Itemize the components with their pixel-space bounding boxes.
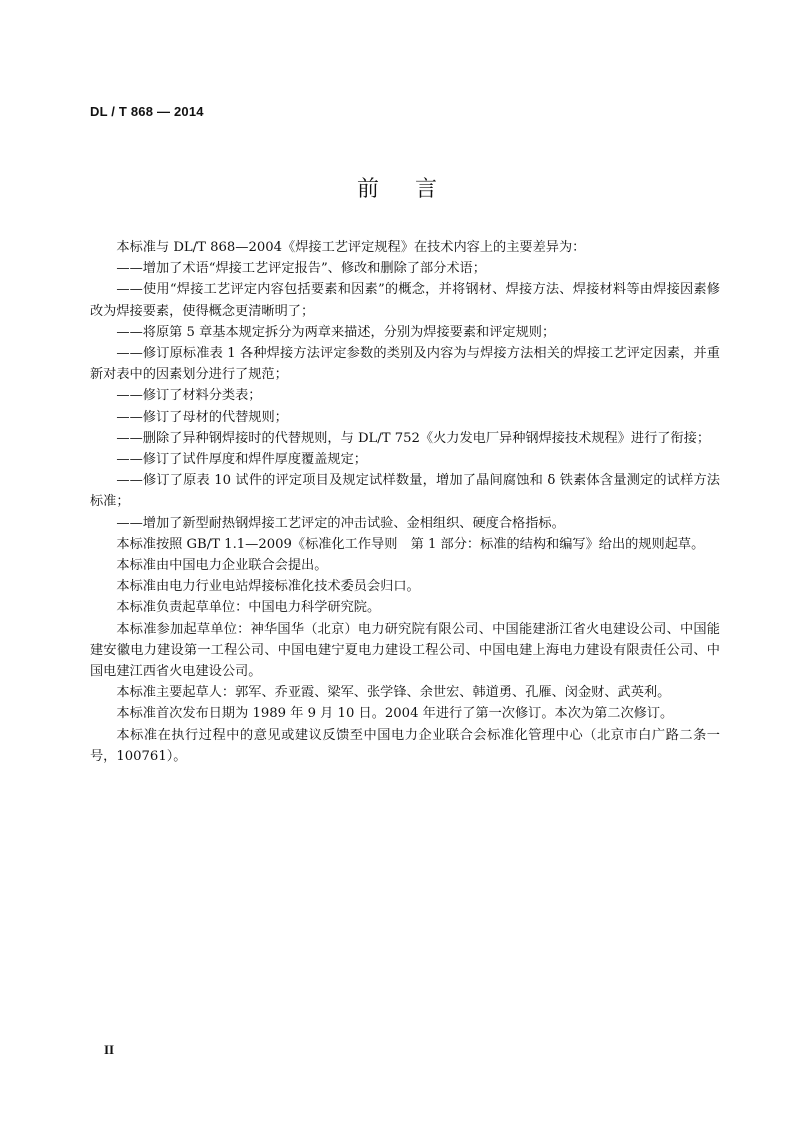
paragraph: 本标准主要起草人：郭军、乔亚霞、梁军、张学锋、余世宏、韩道勇、孔雁、闵金财、武英利。	[116, 685, 671, 701]
page-number: II	[104, 1042, 115, 1057]
title-char-1: 前	[356, 177, 379, 202]
title-char-2: 言	[415, 177, 438, 202]
paragraph: ——增加了新型耐热钢焊接工艺评定的冲击试验、金相组织、硬度合格指标。	[116, 515, 565, 531]
paragraph: ——修订了试件厚度和焊件厚度覆盖规定；	[116, 452, 367, 468]
paragraph: ——修订原标准表 1 各种焊接方法评定参数的类别及内容为与焊接方法相关的焊接工艺评定因素，并重新对表中的因素划分进行了规范；	[90, 346, 720, 383]
page-title	[0, 172, 794, 203]
foreword-body	[90, 237, 720, 767]
paragraph: ——修订了材料分类表；	[116, 388, 262, 404]
paragraph: 本标准按照 GB/T 1.1—2009《标准化工作导则 第 1 部分：标准的结构和编写》给出的规则起草。	[116, 536, 705, 552]
paragraph: ——将原第 5 章基本规定拆分为两章来描述，分别为焊接要素和评定规则；	[116, 324, 556, 340]
paragraph: 本标准由电力行业电站焊接标准化技术委员会归口。	[116, 579, 420, 595]
paragraph: ——删除了异种钢焊接时的代替规则，与 DL/T 752《火力发电厂异种钢焊接技术规程》进行了衔接；	[116, 430, 711, 446]
paragraph: 本标准在执行过程中的意见或建议反馈至中国电力企业联合会标准化管理中心（北京市白广路二条一号，100761）。	[90, 727, 720, 764]
paragraph: ——使用“焊接工艺评定内容包括要素和因素”的概念，并将钢材、焊接方法、焊接材料等由焊接因素修改为焊接要素，使得概念更清晰明了；	[90, 282, 720, 319]
paragraph: 本标准首次发布日期为 1989 年 9 月 10 日。2004 年进行了第一次修订。本次为第二次修订。	[116, 706, 674, 722]
paragraph: 本标准与 DL/T 868—2004《焊接工艺评定规程》在技术内容上的主要差异为：	[116, 240, 586, 255]
paragraph: 本标准参加起草单位：神华国华（北京）电力研究院有限公司、中国能建浙江省火电建设公司、中国能建安徽电力建设第一工程公司、中国电建宁夏电力建设工程公司、中国电建上海电力建设有限责任公司、中国电建江西省火电建设公司。	[90, 621, 720, 680]
paragraph: ——增加了术语“焊接工艺评定报告”、修改和删除了部分术语；	[116, 261, 486, 277]
paragraph: 本标准由中国电力企业联合会提出。	[116, 558, 328, 574]
paragraph: 本标准负责起草单位：中国电力科学研究院。	[116, 600, 381, 616]
standard-code: DL / T 868 — 2014	[90, 104, 204, 119]
paragraph: ——修订了母材的代替规则；	[116, 409, 288, 425]
paragraph: ——修订了原表 10 试件的评定项目及规定试样数量，增加了晶间腐蚀和 δ 铁素体含量测定的试样方法标准；	[90, 473, 720, 510]
